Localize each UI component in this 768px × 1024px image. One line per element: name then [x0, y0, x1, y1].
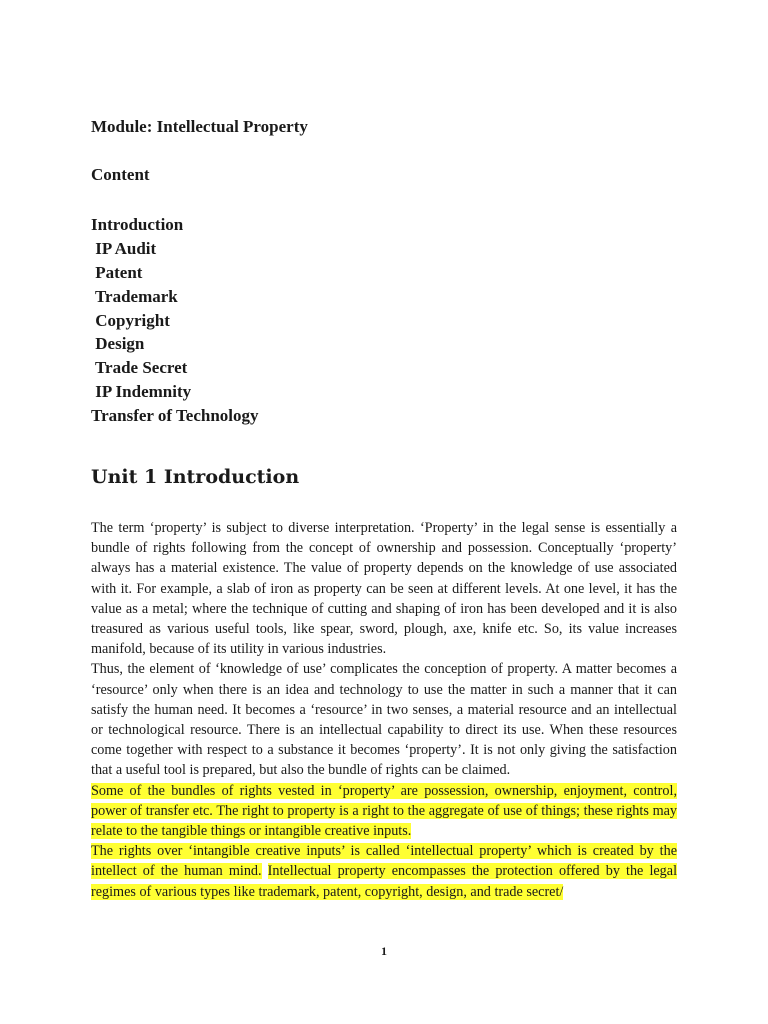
toc-item-introduction: Introduction — [91, 215, 184, 234]
body-text — [91, 518, 677, 902]
table-of-contents — [91, 213, 259, 428]
module-title: Module: Intellectual Property — [91, 117, 308, 136]
paragraph-4 — [91, 841, 677, 902]
toc-item-transfer-of-technology: Transfer of Technology — [91, 406, 259, 426]
content-heading: Content — [91, 165, 150, 184]
highlighted-text: Intellectual property encompasses the protection offered by the legal regimes of various types like trademark, patent, copyright, design, and trade secret/ — [91, 863, 678, 900]
unit-title: Unit 1 Introduction — [91, 466, 300, 488]
toc-item-ip-audit: IP Audit — [91, 238, 157, 258]
paragraph-1: The term ‘property’ is subject to diverse interpretation. ‘Property’ in the legal sense is essentially a bundle of rights following from the concept of ownership and possession. Conceptually ‘property’ always has a material existence. The value of property depends on the knowledge of use associated with it. For example, a slab of iron as property can be seen at different levels. At one level, it has the value as a metal; where the technique of cutting and shaping of iron has been developed and it is also treasured as various useful tools, like spear, sword, plough, axe, knife etc. So, its value increases manifold, because of its utility in various industries. — [91, 520, 677, 658]
toc-item-patent: Patent — [91, 262, 143, 282]
toc-item-copyright: Copyright — [91, 310, 170, 330]
toc-item-ip-indemnity: IP Indemnity — [91, 382, 192, 402]
page-number: 1 — [381, 944, 387, 958]
toc-item-trademark: Trademark — [91, 286, 178, 306]
toc-item-design: Design — [91, 334, 145, 354]
toc-item-trade-secret: Trade Secret — [91, 358, 188, 378]
highlighted-text: The rights over ‘intangible creative inputs’ is called ‘intellectual property’ which is created by the intellect of the human mind. — [91, 843, 677, 880]
paragraph-3 — [91, 781, 677, 842]
highlighted-text: Some of the bundles of rights vested in ‘property’ are possession, ownership, enjoyment, control, power of transfer etc. The right to property is a right to the aggregate of use of things; these rights may relate to the tangible things or intangible creative inputs. — [91, 782, 677, 840]
paragraph-2: Thus, the element of ‘knowledge of use’ complicates the conception of property. A matter becomes a ‘resource’ only when there is an idea and technology to use the matter in such a manner that it can satisfy the human need. It becomes a ‘resource’ in two senses, a material resource and an intellectual or technological resource. There is an intellectual capability to direct its use. When these resources come together with respect to a substance it becomes ‘property’. It is not only giving the satisfaction that a useful tool is prepared, but also the bundle of rights can be claimed. — [91, 661, 677, 779]
